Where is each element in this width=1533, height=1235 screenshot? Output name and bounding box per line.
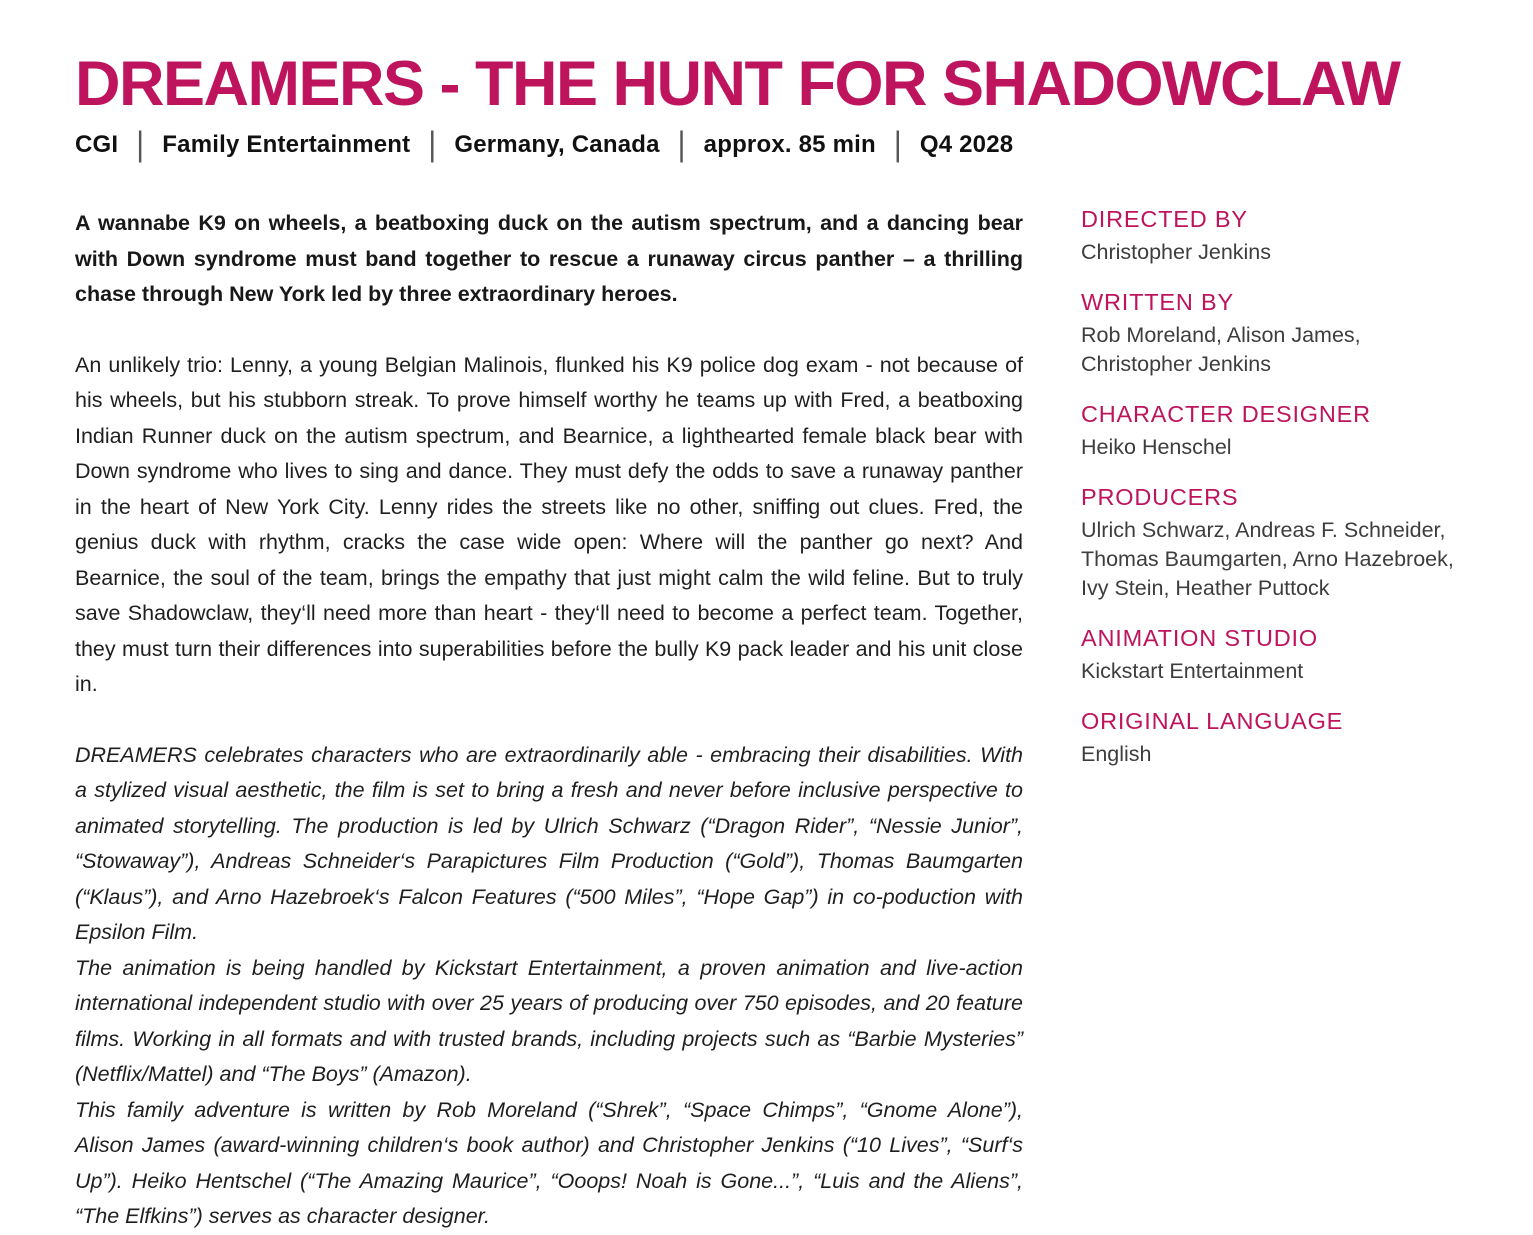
- credit-producers: [1081, 484, 1473, 603]
- production-note-paragraph: This family adventure is written by Rob Moreland (“Shrek”, “Space Chimps”, “Gnome Alone”), Alison James (award-winning children‘s book author) and Christopher Jenkins (“10 Lives”, “Surf‘s Up”). Heiko Hentschel (“The Amazing Maurice”, “Ooops! Noah is Gone...”, “Luis and the Aliens”, “The Elfkins”) serves as character designer.: [75, 1097, 1023, 1229]
- meta-separator: |: [428, 125, 437, 164]
- meta-runtime: approx. 85 min: [703, 131, 876, 159]
- credit-value: Rob Moreland, Alison James, Christopher Jenkins: [1081, 323, 1361, 377]
- credit-value: Ulrich Schwarz, Andreas F. Schneider, Thomas Baumgarten, Arno Hazebroek, Ivy Stein, Heather Puttock: [1081, 518, 1454, 601]
- credit-character-designer: [1081, 401, 1473, 462]
- credit-original-language: [1081, 708, 1473, 769]
- page-header: [75, 49, 1465, 164]
- content-columns: [75, 206, 1465, 1235]
- meta-release: Q4 2028: [919, 131, 1014, 159]
- meta-countries: Germany, Canada: [454, 131, 660, 159]
- meta-genre: Family Entertainment: [162, 131, 411, 159]
- meta-separator: |: [677, 125, 686, 164]
- credit-value: Christopher Jenkins: [1081, 240, 1272, 265]
- meta-format: CGI: [75, 131, 119, 159]
- credit-value: Kickstart Entertainment: [1081, 659, 1304, 684]
- credit-directed-by: [1081, 206, 1473, 267]
- credit-label: DIRECTED BY: [1081, 206, 1248, 233]
- credit-label: CHARACTER DESIGNER: [1081, 401, 1371, 428]
- credit-label: WRITTEN BY: [1081, 289, 1234, 316]
- film-title: DREAMERS - THE HUNT FOR SHADOWCLAW: [75, 49, 1400, 119]
- logline-paragraph: A wannabe K9 on wheels, a beatboxing duck on the autism spectrum, and a dancing bear with Down syndrome must band together to rescue a runaway circus panther – a thrilling chase through New York led by three extraordinary heroes.: [75, 211, 1023, 307]
- synopsis-column: [75, 206, 1023, 1235]
- credit-label: ANIMATION STUDIO: [1081, 625, 1318, 652]
- synopsis-paragraph: An unlikely trio: Lenny, a young Belgian Malinois, flunked his K9 police dog exam - not because of his wheels, but his stubborn streak. To prove himself worthy he teams up with Fred, a beatboxing Indian Runner duck on the autism spectrum, and Bearnice, a lighthearted female black bear with Down syndrome who lives to sing and dance. They must defy the odds to save a runaway panther in the heart of New York City. Lenny rides the streets like no other, sniffing out clues. Fred, the genius duck with rhythm, cracks the case wide open: Where will the panther go next? And Bearnice, the soul of the team, brings the empathy that just might calm the wild feline. But to truly save Shadowclaw, they‘ll need more than heart - they‘ll need to become a perfect team. Together, they must turn their differences into superabilities before the bully K9 pack leader and his unit close in.: [75, 352, 1023, 697]
- credit-written-by: [1081, 289, 1473, 379]
- credit-label: ORIGINAL LANGUAGE: [1081, 708, 1344, 735]
- production-note-paragraph: DREAMERS celebrates characters who are extraordinarily able - embracing their disabilities. With a stylized visual aesthetic, the film is set to bring a fresh and never before inclusive perspective to animated storytelling. The production is led by Ulrich Schwarz (“Dragon Rider”, “Nessie Junior”, “Stowaway”), Andreas Schneider‘s Parapictures Film Production (“Gold”), Thomas Baumgarten (“Klaus”), and Arno Hazebroek‘s Falcon Features (“500 Miles”, “Hope Gap”) in co-poduction with Epsilon Film.: [75, 742, 1023, 945]
- credits-sidebar: [1081, 206, 1473, 1235]
- meta-separator: |: [893, 125, 902, 164]
- credit-value: Heiko Henschel: [1081, 435, 1232, 460]
- credit-value: English: [1081, 742, 1152, 767]
- film-meta-line: [75, 125, 1465, 164]
- credit-animation-studio: [1081, 625, 1473, 686]
- credit-label: PRODUCERS: [1081, 484, 1239, 511]
- production-note-paragraph: The animation is being handled by Kickstart Entertainment, a proven animation and live-action international independent studio with over 25 years of producing over 750 episodes, and 20 feature films. Working in all formats and with trusted brands, including projects such as “Barbie Mysteries” (Netflix/Mattel) and “The Boys” (Amazon).: [75, 955, 1023, 1087]
- meta-separator: |: [136, 125, 145, 164]
